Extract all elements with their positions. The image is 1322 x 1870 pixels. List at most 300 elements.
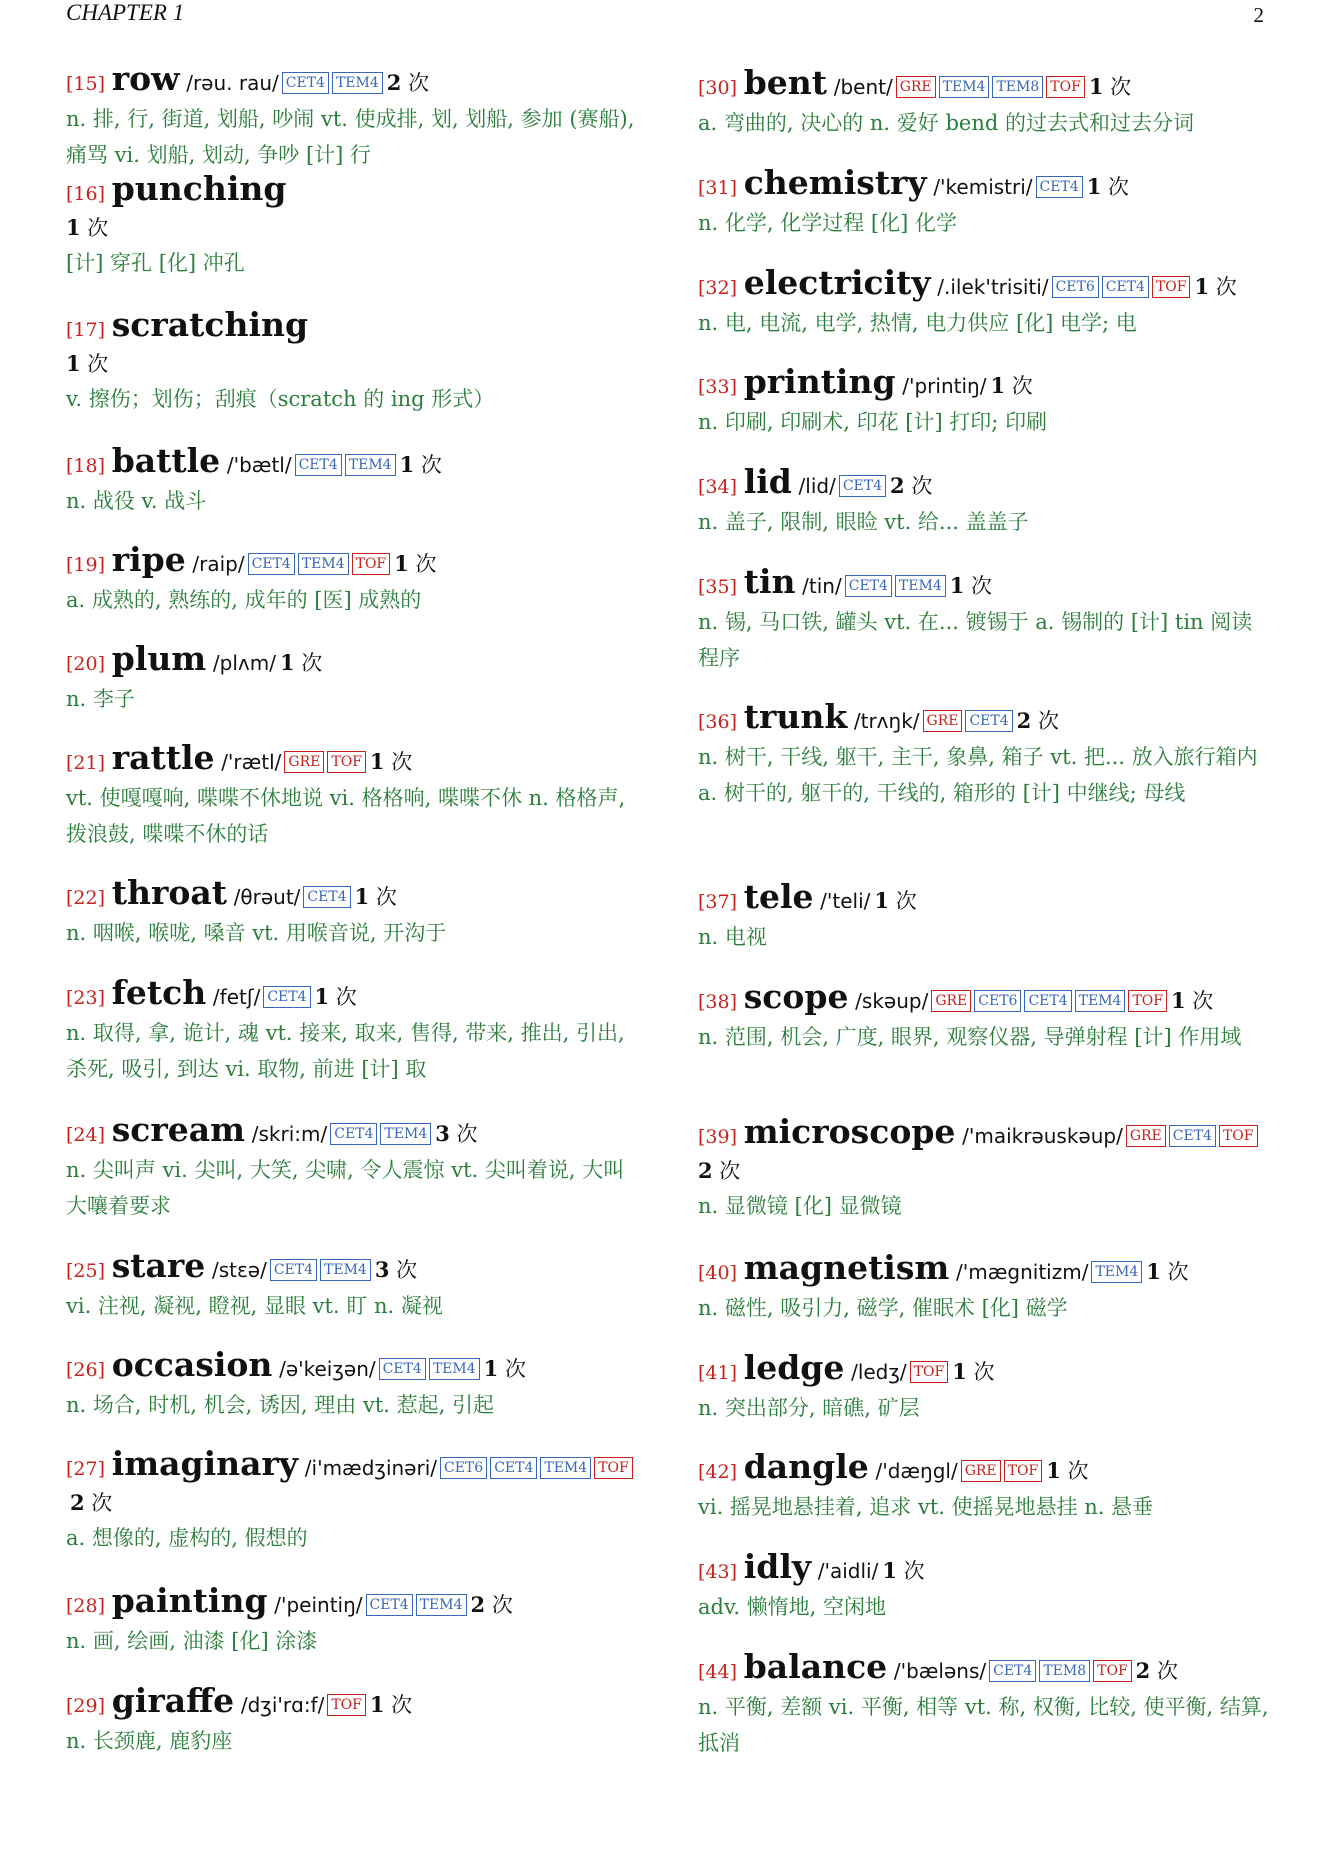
entry-word: tele (743, 877, 814, 916)
entry-number: [35] (698, 576, 738, 598)
entry-definition: [计] 穿孔 [化] 冲孔 (66, 251, 245, 275)
count-unit: 次 (966, 1360, 995, 1384)
entry-phonetic: /'bæləns/ (893, 1659, 987, 1683)
entry-word: tin (743, 562, 796, 601)
entry-headline (698, 1348, 1270, 1390)
count-unit: 次 (384, 750, 413, 774)
entry-number: [27] (66, 1458, 106, 1480)
entry-word: scratching (111, 305, 309, 344)
count-unit: 次 (1160, 1260, 1189, 1284)
entry-word: printing (743, 362, 896, 401)
entry-word: ledge (743, 1348, 845, 1387)
exam-tag: CET4 (248, 553, 295, 575)
count-value: 1 (314, 984, 330, 1009)
count-value: 1 (483, 1356, 499, 1381)
count-unit: 次 (1005, 374, 1033, 398)
entry-definition: n. 咽喉, 喉咙, 嗓音 vt. 用喉音说, 开沟于 (66, 921, 447, 945)
dictionary-entry (66, 540, 640, 618)
entry-phonetic: /skri:m/ (251, 1122, 328, 1146)
entry-number: [24] (66, 1124, 106, 1146)
entry-word: throat (111, 873, 227, 912)
entry-phonetic: /skəup/ (855, 989, 929, 1013)
entry-phonetic: /'dæŋgl/ (875, 1459, 958, 1483)
entry-word: trunk (743, 697, 848, 736)
entry-definition: n. 电, 电流, 电学, 热情, 电力供应 [化] 电学; 电 (698, 311, 1137, 335)
count-value: 2 (70, 1490, 85, 1515)
exam-tag: TOF (1004, 1460, 1043, 1482)
count-value: 1 (990, 373, 1006, 398)
count-value: 1 (399, 452, 415, 477)
occurrence-count (952, 1360, 994, 1384)
entry-word: row (111, 59, 180, 98)
entry-phonetic: /'maikrəuskəup/ (962, 1124, 1123, 1148)
entry-word: painting (111, 1581, 268, 1620)
dictionary-entry (698, 1547, 1270, 1625)
entry-headline (698, 1248, 1270, 1290)
exam-tag: TEM8 (1039, 1660, 1090, 1682)
page-number: 2 (1253, 3, 1264, 27)
entry-headline (66, 639, 640, 681)
entry-definition: a. 想像的, 虚构的, 假想的 (66, 1526, 308, 1550)
exam-tag: TEM4 (298, 553, 349, 575)
entry-word: balance (743, 1647, 888, 1686)
entry-definition: v. 擦伤；划伤；刮痕（scratch 的 ing 形式） (66, 387, 495, 411)
entry-headline (66, 873, 640, 915)
dictionary-entry (66, 1345, 640, 1423)
entry-headline (698, 163, 1270, 205)
occurrence-count (435, 1122, 477, 1146)
entry-phonetic: /ə'keiʒən/ (279, 1357, 376, 1381)
entry-phonetic: /'mægnitizm/ (956, 1260, 1089, 1284)
entry-word: dangle (743, 1447, 869, 1486)
entry-word: imaginary (111, 1444, 299, 1483)
occurrence-count (874, 889, 916, 913)
dictionary-entry (698, 1248, 1270, 1326)
exam-tag: TEM4 (416, 1594, 467, 1616)
entry-number: [26] (66, 1359, 106, 1381)
exam-tag: CET4 (295, 454, 342, 476)
occurrence-count (471, 1593, 513, 1617)
occurrence-count (1089, 75, 1131, 99)
count-unit: 次 (485, 1593, 513, 1617)
dictionary-entry (698, 1647, 1270, 1761)
entry-word: bent (743, 63, 828, 102)
count-unit: 次 (449, 1122, 478, 1146)
count-value: 1 (1046, 1458, 1061, 1483)
exam-tag: TOF (1219, 1125, 1258, 1147)
count-value: 1 (874, 888, 890, 913)
count-unit: 次 (1101, 175, 1130, 199)
entry-headline (698, 1112, 1270, 1154)
exam-tag: TEM4 (320, 1259, 371, 1281)
exam-tag: GRE (896, 76, 936, 98)
count-unit: 次 (1031, 709, 1059, 733)
exam-tag: CET4 (1036, 176, 1083, 198)
entry-headline (66, 305, 640, 347)
count-line (66, 347, 640, 381)
exam-tag: TOF (1152, 276, 1191, 298)
entry-definition: n. 尖叫声 vi. 尖叫, 大笑, 尖啸, 令人震惊 vt. 尖叫着说, 大叫大嚷着要求 (66, 1158, 625, 1218)
count-unit: 次 (1209, 275, 1237, 299)
entry-word: stare (111, 1246, 206, 1285)
count-value: 1 (1146, 1259, 1161, 1284)
count-value: 1 (882, 1558, 897, 1583)
exam-tag: CET4 (282, 72, 329, 94)
entry-phonetic: /bent/ (833, 75, 893, 99)
count-unit: 次 (964, 574, 993, 598)
count-unit: 次 (84, 1491, 113, 1515)
count-value: 1 (1170, 988, 1186, 1013)
count-value: 1 (952, 1359, 967, 1384)
dictionary-entry (698, 1348, 1270, 1426)
entry-definition: n. 画, 绘画, 油漆 [化] 涂漆 (66, 1629, 318, 1653)
dictionary-entry (698, 263, 1270, 341)
entry-headline (66, 1110, 640, 1152)
entry-word: rattle (111, 738, 215, 777)
count-line (66, 211, 640, 245)
entry-definition: n. 电视 (698, 925, 767, 949)
dictionary-entry (698, 462, 1270, 540)
exam-tag: TEM4 (332, 72, 383, 94)
entry-headline (66, 1246, 640, 1288)
entry-phonetic: /θrəut/ (233, 885, 301, 909)
entry-phonetic: /lid/ (798, 474, 836, 498)
entry-phonetic: /ledʒ/ (851, 1360, 907, 1384)
entry-number: [17] (66, 319, 106, 341)
occurrence-count (698, 1159, 740, 1183)
entry-definition: n. 长颈鹿, 鹿豹座 (66, 1729, 233, 1753)
entry-headline (66, 540, 640, 582)
exam-tag: TOF (327, 751, 366, 773)
count-value: 2 (386, 70, 402, 95)
entry-phonetic: /'bætl/ (226, 453, 292, 477)
entry-headline (66, 1581, 640, 1623)
count-value: 1 (1194, 274, 1210, 299)
entry-definition: n. 战役 v. 战斗 (66, 489, 207, 513)
count-value: 1 (279, 650, 295, 675)
exam-tag: CET4 (839, 475, 886, 497)
entry-headline (66, 169, 640, 211)
exam-tag: TEM8 (992, 76, 1043, 98)
entry-number: [25] (66, 1260, 106, 1282)
exam-tag: TEM4 (429, 1358, 480, 1380)
entry-headline (698, 877, 1270, 919)
count-unit: 次 (294, 651, 323, 675)
entry-definition: a. 成熟的, 熟练的, 成年的 [医] 成熟的 (66, 588, 422, 612)
entry-definition: adv. 懒惰地, 空闲地 (698, 1595, 887, 1619)
entry-number: [39] (698, 1126, 738, 1148)
exam-tag: TOF (1046, 76, 1085, 98)
entry-number: [19] (66, 554, 106, 576)
entry-number: [16] (66, 183, 106, 205)
count-unit: 次 (904, 474, 933, 498)
count-value: 1 (66, 351, 81, 376)
dictionary-entry (66, 1444, 640, 1556)
entry-phonetic: /'peintiŋ/ (274, 1593, 363, 1617)
count-unit: 次 (414, 453, 442, 477)
dictionary-entry (66, 1581, 640, 1659)
occurrence-count (1046, 1459, 1088, 1483)
entry-definition: n. 平衡, 差额 vi. 平衡, 相等 vt. 称, 权衡, 比较, 使平衡, 结算, 抵消 (698, 1695, 1269, 1755)
dictionary-entry (698, 362, 1270, 440)
entry-definition: n. 范围, 机会, 广度, 眼界, 观察仪器, 导弹射程 [计] 作用域 (698, 1025, 1242, 1049)
exam-tag: GRE (931, 990, 971, 1012)
entry-number: [18] (66, 455, 106, 477)
occurrence-count (375, 1258, 417, 1282)
entry-definition: n. 印刷, 印刷术, 印花 [计] 打印; 印刷 (698, 410, 1048, 434)
entry-word: microscope (743, 1112, 956, 1151)
dictionary-entry (66, 305, 640, 417)
entry-number: [28] (66, 1595, 106, 1617)
dictionary-entry (66, 1110, 640, 1224)
entry-headline (698, 462, 1270, 504)
exam-tag: CET6 (974, 990, 1021, 1012)
count-unit: 次 (712, 1159, 741, 1183)
count-unit: 次 (889, 889, 917, 913)
exam-tag: TOF (910, 1361, 949, 1383)
exam-tag: TEM4 (345, 454, 396, 476)
entry-phonetic: /rəu. rau/ (186, 71, 279, 95)
exam-tag: GRE (284, 751, 324, 773)
entry-definition: n. 磁性, 吸引力, 磁学, 催眠术 [化] 磁学 (698, 1296, 1068, 1320)
entry-phonetic: /stɛə/ (211, 1258, 267, 1282)
entry-number: [30] (698, 77, 738, 99)
count-unit: 次 (80, 352, 109, 376)
entry-headline (66, 59, 640, 101)
entry-headline (698, 1447, 1270, 1489)
count-unit: 次 (1060, 1459, 1089, 1483)
dictionary-entry (66, 639, 640, 717)
entry-number: [20] (66, 653, 106, 675)
entry-number: [31] (698, 177, 738, 199)
chapter-title: CHAPTER 1 (66, 0, 185, 25)
entry-definition: vi. 摇晃地悬挂着, 追求 vt. 使摇晃地悬挂 n. 悬垂 (698, 1495, 1154, 1519)
count-value: 1 (369, 1692, 385, 1717)
entry-word: punching (111, 169, 287, 208)
entry-word: plum (111, 639, 207, 678)
entry-number: [42] (698, 1461, 738, 1483)
exam-tag: CET6 (1052, 276, 1099, 298)
entry-word: scream (111, 1110, 246, 1149)
count-unit: 次 (896, 1559, 925, 1583)
exam-tag: CET6 (440, 1457, 487, 1479)
dictionary-entry (698, 1447, 1270, 1525)
exam-tag: CET4 (330, 1123, 377, 1145)
entry-definition: n. 突出部分, 暗礁, 矿层 (698, 1396, 920, 1420)
dictionary-entry (698, 1112, 1270, 1224)
dictionary-entry (66, 59, 640, 173)
count-value: 2 (1016, 708, 1032, 733)
entry-headline (698, 63, 1270, 105)
entry-definition: vt. 使嘎嘎响, 喋喋不休地说 vi. 格格响, 喋喋不休 n. 格格声, 拨浪鼓, 喋喋不休的话 (66, 786, 626, 846)
entry-headline (698, 1547, 1270, 1589)
entry-headline (66, 738, 640, 780)
exam-tag: CET4 (490, 1457, 537, 1479)
entry-headline (698, 697, 1270, 739)
entry-word: ripe (111, 540, 186, 579)
exam-tag: CET4 (1169, 1125, 1216, 1147)
exam-tag: CET4 (1024, 990, 1071, 1012)
entry-word: occasion (111, 1345, 273, 1384)
entry-definition: n. 场合, 时机, 机会, 诱因, 理由 vt. 惹起, 引起 (66, 1393, 494, 1417)
count-unit: 次 (369, 885, 397, 909)
occurrence-count (280, 651, 322, 675)
exam-tag: CET4 (379, 1358, 426, 1380)
count-unit: 次 (1185, 989, 1214, 1013)
exam-tag: CET4 (303, 886, 350, 908)
dictionary-entry (698, 697, 1270, 811)
entry-number: [41] (698, 1362, 738, 1384)
dictionary-entry (698, 977, 1270, 1055)
count-unit: 次 (408, 552, 437, 576)
entry-headline (66, 1681, 640, 1723)
exam-tag: TOF (594, 1457, 633, 1479)
count-unit: 次 (389, 1258, 418, 1282)
occurrence-count (882, 1559, 924, 1583)
dictionary-entry (66, 1681, 640, 1759)
count-unit: 次 (80, 216, 109, 240)
entry-phonetic: /.ilek'trisiti/ (937, 275, 1049, 299)
entry-word: lid (743, 462, 792, 501)
occurrence-count (1171, 989, 1213, 1013)
occurrence-count (1136, 1659, 1178, 1683)
entry-headline (66, 973, 640, 1015)
entry-word: scope (743, 977, 849, 1016)
exam-tag: CET4 (845, 575, 892, 597)
count-unit: 次 (401, 71, 430, 95)
occurrence-count (1146, 1260, 1188, 1284)
entry-number: [37] (698, 891, 738, 913)
exam-tag: GRE (1126, 1125, 1166, 1147)
dictionary-entry (698, 63, 1270, 141)
entry-number: [21] (66, 752, 106, 774)
entry-headline (66, 441, 640, 483)
occurrence-count (400, 453, 442, 477)
count-value: 3 (435, 1121, 450, 1146)
count-value: 1 (1086, 174, 1102, 199)
count-value: 1 (66, 215, 81, 240)
entry-headline (698, 562, 1270, 604)
exam-tag: TOF (327, 1694, 366, 1716)
entry-word: chemistry (743, 163, 927, 202)
entry-headline (66, 1444, 640, 1520)
entry-number: [34] (698, 476, 738, 498)
entry-definition: n. 盖子, 限制, 眼睑 vt. 给... 盖盖子 (698, 510, 1029, 534)
occurrence-count (1194, 275, 1236, 299)
entry-headline (698, 1647, 1270, 1689)
count-unit: 次 (1150, 1659, 1178, 1683)
count-value: 2 (890, 473, 905, 498)
entry-number: [43] (698, 1561, 738, 1583)
entry-phonetic: /fetʃ/ (212, 985, 261, 1009)
occurrence-count (1087, 175, 1129, 199)
entry-word: battle (111, 441, 221, 480)
count-value: 1 (1088, 74, 1104, 99)
dictionary-entry (66, 873, 640, 951)
entry-number: [23] (66, 987, 106, 1009)
occurrence-count (370, 1693, 412, 1717)
entry-definition: n. 锡, 马口铁, 罐头 vt. 在... 镀锡于 a. 锡制的 [计] tin 阅读程序 (698, 610, 1253, 670)
exam-tag: TOF (1128, 990, 1167, 1012)
entry-headline (698, 263, 1270, 305)
exam-tag: TEM4 (1091, 1261, 1142, 1283)
exam-tag: TEM4 (895, 575, 946, 597)
entry-word: fetch (111, 973, 207, 1012)
occurrence-count (950, 574, 992, 598)
count-value: 2 (698, 1158, 713, 1183)
occurrence-count (315, 985, 357, 1009)
occurrence-count (484, 1357, 526, 1381)
exam-tag: CET4 (1102, 276, 1149, 298)
entry-definition: n. 李子 (66, 687, 135, 711)
dictionary-entry (66, 1246, 640, 1324)
entry-definition: a. 弯曲的, 决心的 n. 爱好 bend 的过去式和过去分词 (698, 111, 1194, 135)
occurrence-count (990, 374, 1032, 398)
entry-phonetic: /i'mædʒinəri/ (304, 1456, 437, 1480)
dictionary-entry (66, 169, 640, 281)
entry-number: [22] (66, 887, 106, 909)
occurrence-count (66, 352, 108, 376)
occurrence-count (355, 885, 397, 909)
exam-tag: CET4 (989, 1660, 1036, 1682)
entry-word: magnetism (743, 1248, 950, 1287)
dictionary-entry (698, 877, 1270, 955)
count-unit: 次 (498, 1357, 526, 1381)
entry-definition: n. 化学, 化学过程 [化] 化学 (698, 211, 957, 235)
entry-number: [15] (66, 73, 106, 95)
occurrence-count (1017, 709, 1059, 733)
entry-phonetic: /'aidli/ (817, 1559, 879, 1583)
exam-tag: CET4 (270, 1259, 317, 1281)
dictionary-entry (698, 562, 1270, 676)
count-value: 1 (394, 551, 409, 576)
entry-number: [36] (698, 711, 738, 733)
entry-number: [40] (698, 1262, 738, 1284)
count-value: 1 (369, 749, 385, 774)
occurrence-count (70, 1491, 112, 1515)
entry-headline (66, 1345, 640, 1387)
entry-number: [44] (698, 1661, 738, 1683)
entry-phonetic: /'kemistri/ (933, 175, 1033, 199)
occurrence-count (370, 750, 412, 774)
entry-headline (698, 362, 1270, 404)
entry-headline (698, 977, 1270, 1019)
entry-phonetic: /raip/ (192, 552, 245, 576)
entry-phonetic: /tin/ (802, 574, 842, 598)
exam-tag: TOF (1093, 1660, 1132, 1682)
entry-number: [33] (698, 376, 738, 398)
entry-definition: n. 显微镜 [化] 显微镜 (698, 1194, 902, 1218)
entry-definition: vi. 注视, 凝视, 瞪视, 显眼 vt. 盯 n. 凝视 (66, 1294, 443, 1318)
dictionary-entry (66, 738, 640, 852)
count-value: 1 (354, 884, 370, 909)
count-value: 2 (470, 1592, 486, 1617)
entry-number: [29] (66, 1695, 106, 1717)
exam-tag: TEM4 (939, 76, 990, 98)
entry-number: [32] (698, 277, 738, 299)
exam-tag: CET4 (263, 986, 310, 1008)
entry-definition: n. 取得, 拿, 诡计, 魂 vt. 接来, 取来, 售得, 带来, 推出, 引出, 杀死, 吸引, 到达 vi. 取物, 前进 [计] 取 (66, 1021, 625, 1081)
entry-number: [38] (698, 991, 738, 1013)
occurrence-count (66, 216, 108, 240)
entry-word: electricity (743, 263, 931, 302)
dictionary-entry (66, 441, 640, 519)
exam-tag: TEM4 (380, 1123, 431, 1145)
exam-tag: TOF (352, 553, 391, 575)
entry-phonetic: /trʌŋk/ (853, 709, 920, 733)
count-value: 3 (374, 1257, 390, 1282)
exam-tag: GRE (923, 710, 963, 732)
